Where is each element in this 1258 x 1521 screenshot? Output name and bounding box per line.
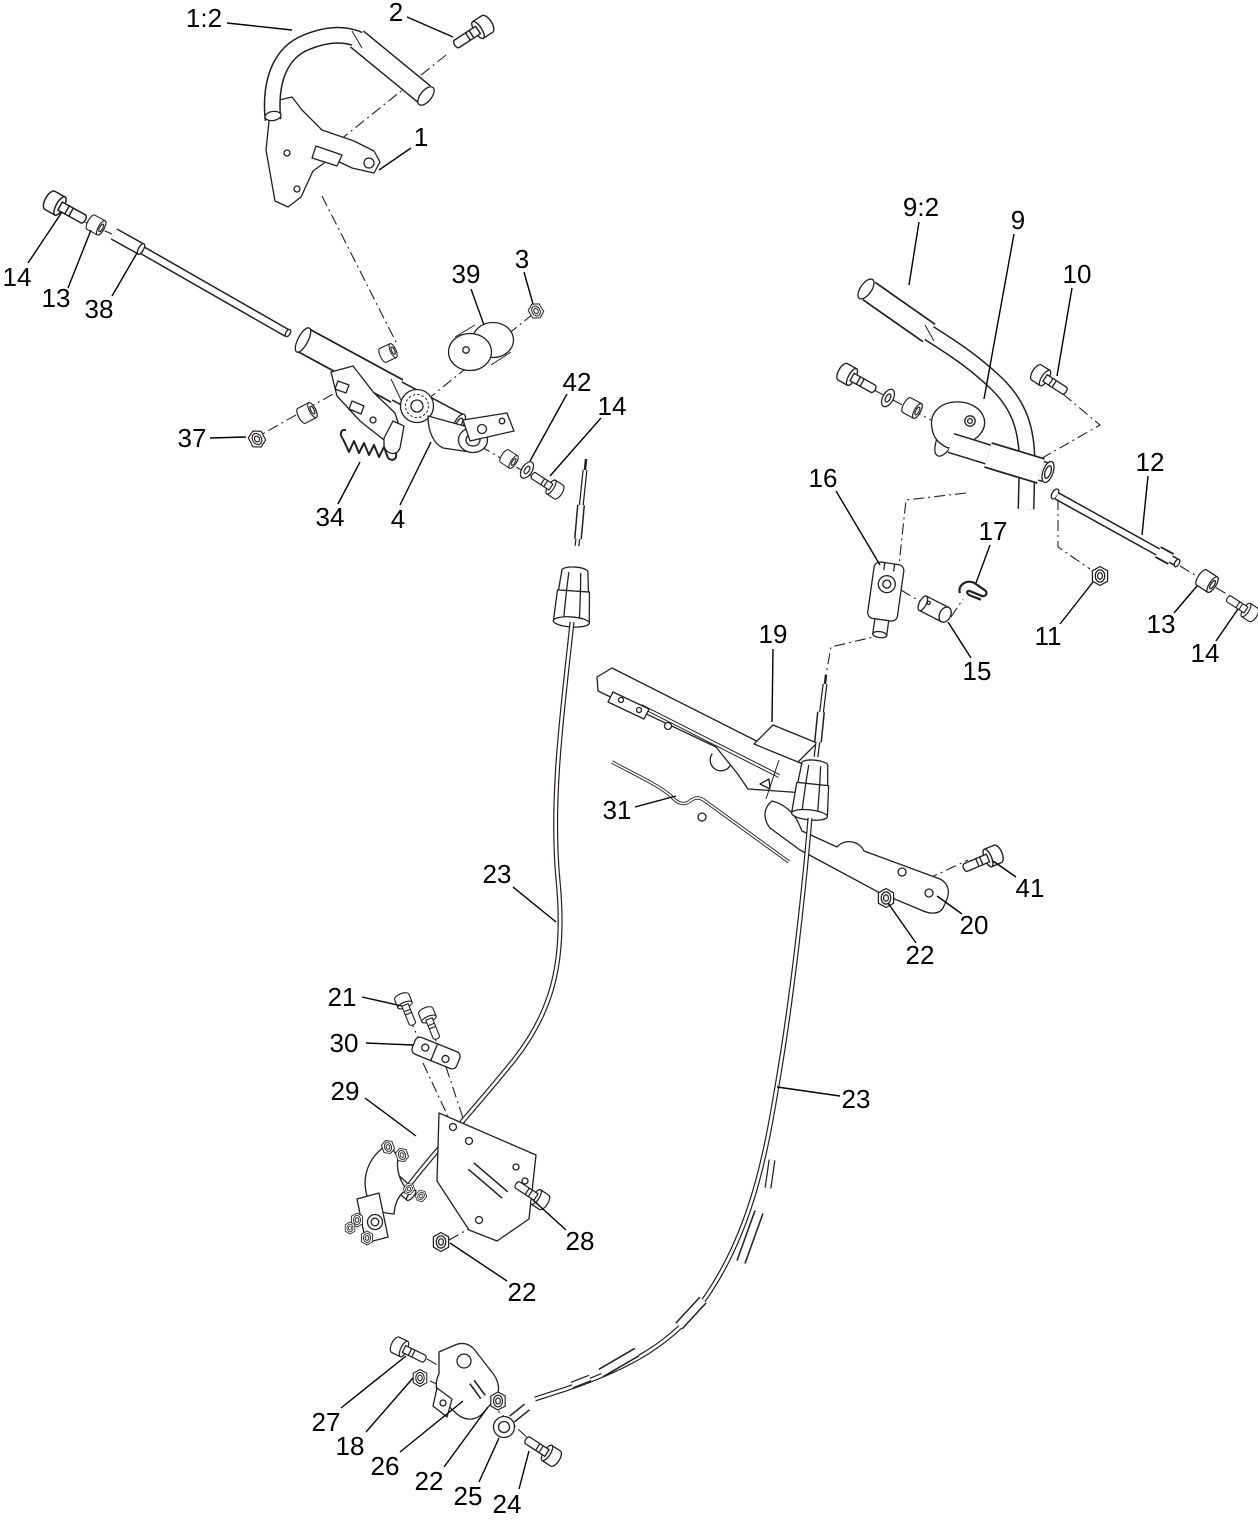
bushing-13-left [84,214,107,237]
callout-leader-22 [888,903,916,943]
bolt-10 [1028,363,1071,400]
nut-22-bracket29 [433,1233,448,1252]
callout-label-4: 4 [390,504,406,534]
callout-label-37: 37 [177,423,207,453]
callout-leader-39 [471,289,484,325]
callout-label-1: 1 [413,122,429,152]
callout-label-10: 10 [1062,259,1092,289]
bellcrank-bracket-29-group [345,991,552,1252]
hairpin-clip-17 [958,580,988,601]
callout-label-14: 14 [2,262,32,292]
bushing-left-upper [377,343,399,364]
callout-leader-14 [550,418,601,476]
callout-leader-4 [400,442,431,505]
bolt-21-a [393,991,420,1028]
callout-leader-34 [338,462,360,504]
callout-leader-9:2 [909,222,919,285]
callout-label-25: 25 [453,1481,483,1511]
nut-22-bracket20 [878,889,893,908]
handle-lever-assembly-left [264,31,437,207]
callout-leader-41 [993,861,1016,877]
callout-layer [3,0,1238,1519]
clevis-group [864,561,988,639]
callout-label-34: 34 [315,502,345,532]
callout-leader-14 [28,212,62,263]
clevis-16 [864,561,904,639]
bolt-14-arm [528,468,567,501]
callout-label-3: 3 [514,244,530,274]
callout-leader-25 [479,1438,499,1482]
callout-leader-24 [519,1451,529,1489]
callout-leader-30 [366,1043,413,1045]
callout-leader-15 [948,622,971,658]
bolt-pivot-right [834,362,879,399]
nut-22-bottom [491,1392,505,1410]
callout-leader-12 [1142,476,1148,535]
bushing-arm-4 [498,448,520,469]
cable-23-left [410,622,572,1184]
callout-leader-1:2 [227,23,292,30]
cable-23-right [535,818,810,1399]
callout-leader-26 [400,1401,463,1452]
damper-39-front [449,334,492,371]
callout-leader-37 [210,437,246,438]
callout-label-27: 27 [311,1407,341,1437]
callout-leader-10 [1057,288,1072,376]
callout-label-23: 23 [841,1084,871,1114]
bushing-13-right [1194,568,1221,594]
anchor-bracket-26-group [388,1335,564,1468]
callout-label-14: 14 [1190,638,1220,668]
callout-label-28: 28 [565,1226,595,1256]
bolt-14-left [41,189,91,229]
callout-label-38: 38 [84,294,114,324]
clevis-pin-15 [916,595,954,625]
callout-leader-19 [772,649,773,722]
callout-label-13: 13 [1146,609,1176,639]
nut-3 [526,301,545,321]
control-cable-left [390,459,593,1202]
callout-label-13: 13 [41,283,71,313]
callout-leader-29 [365,1098,416,1136]
bolt-21-b [417,1005,444,1042]
callout-leader-18 [366,1378,413,1432]
control-cable-right [494,818,811,1438]
callout-label-21: 21 [327,982,357,1012]
cable-adjuster-left [553,566,593,628]
callout-label-1:2: 1:2 [185,3,223,33]
callout-label-9:2: 9:2 [902,192,940,222]
callout-leader-42 [530,394,567,461]
callout-label-20: 20 [959,910,989,940]
callout-leader-22 [450,1243,507,1281]
callout-leader-31 [635,796,676,807]
callout-leader-1 [379,148,411,170]
callout-leader-28 [533,1200,566,1230]
callout-label-14: 14 [597,391,627,421]
callout-leader-2 [407,17,453,37]
callout-label-41: 41 [1015,873,1045,903]
bushing-pivot-right [900,396,924,420]
callout-label-24: 24 [492,1489,522,1519]
callout-leader-13 [68,230,91,288]
callout-label-31: 31 [602,795,632,825]
callout-leader-11 [1060,582,1093,624]
callout-label-23: 23 [482,859,512,889]
callout-leader-38 [112,253,137,296]
callout-leader-27 [341,1356,406,1408]
callout-leader-17 [976,545,990,583]
callout-leader-13 [1174,586,1197,613]
callout-label-39: 39 [451,259,481,289]
callout-leader-23 [777,1087,840,1096]
callout-label-22: 22 [414,1466,444,1496]
callout-label-12: 12 [1135,447,1165,477]
callout-label-19: 19 [758,619,788,649]
callout-label-22: 22 [905,940,935,970]
rod-assembly-right [1050,488,1258,624]
bolt-14-right [1223,591,1258,623]
handle-lever-assembly-right [834,276,1071,509]
cable-bracket-20-group [765,675,1005,913]
callout-leader-14 [1216,609,1238,641]
bolt-24 [521,1432,564,1469]
callout-leader-23 [513,887,556,922]
callout-label-22: 22 [507,1277,537,1307]
nut-37 [246,428,267,451]
pivot-tube-assembly-left [246,301,566,501]
callout-label-2: 2 [388,0,404,27]
bolt-27 [388,1335,429,1367]
callout-label-18: 18 [335,1431,365,1461]
bracket-20 [765,801,948,913]
spring-34 [343,439,388,458]
washer-pivot-right [879,387,897,409]
callout-leader-3 [524,272,533,304]
callout-label-26: 26 [370,1451,400,1481]
callout-label-15: 15 [962,656,992,686]
callout-label-16: 16 [808,463,838,493]
callout-label-17: 17 [978,516,1008,546]
callout-label-30: 30 [329,1028,359,1058]
bushing-left-lower [295,401,319,424]
bolt-2 [449,13,496,53]
callout-label-29: 29 [330,1076,360,1106]
callout-label-11: 11 [1034,621,1062,651]
nut-18 [413,1370,427,1387]
callout-label-9: 9 [1010,205,1026,235]
callout-leader-16 [836,491,880,565]
callout-label-42: 42 [562,367,592,397]
nut-11 [1092,567,1107,586]
